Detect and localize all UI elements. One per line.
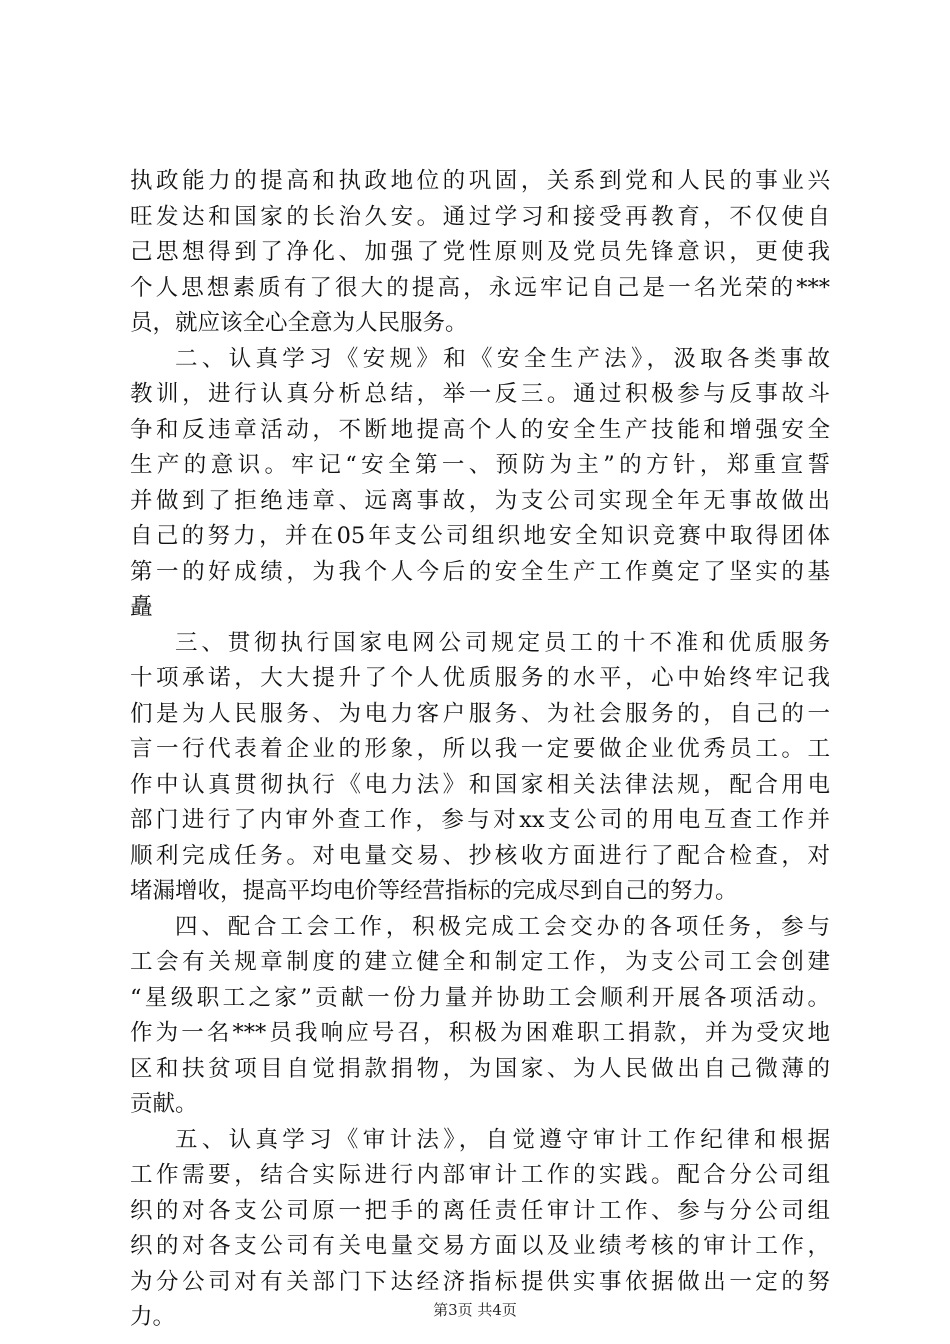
text-line: 贡献。 [130, 1091, 198, 1117]
text-line: 顺利完成任务。对电量交易、抄核收方面进行了配合检查，对 [130, 842, 830, 869]
text-line: 执政能力的提高和执政地位的巩固，关系到党和人民的事业兴 [130, 168, 830, 194]
paragraph-start-line: 三、贯彻执行国家电网公司规定员工的十不准和优质服务 [175, 629, 830, 656]
text-line: 部门进行了内审外查工作，参与对xx支公司的用电互查工作并 [130, 807, 830, 833]
text-line: “星级职工之家”贡献一份力量并协助工会顺利开展各项活动。 [130, 984, 830, 1011]
text-line: 第一的好成绩，为我个人今后的安全生产工作奠定了坚实的基 [130, 558, 830, 585]
text-line: 区和扶贫项目自觉捐款捐物，为国家、为人民做出自己微薄的 [130, 1055, 830, 1082]
text-line: 言一行代表着企业的形象，所以我一定要做企业优秀员工。工 [130, 736, 830, 762]
text-line: 己思想得到了净化、加强了党性原则及党员先锋意识，更使我 [130, 239, 830, 265]
text-line: 并做到了拒绝违章、远离事故，为支公司实现全年无事故做出 [130, 487, 830, 514]
paragraph-start-line: 五、认真学习《审计法》，自觉遵守审计工作纪律和根据 [175, 1126, 830, 1153]
text-line: 生产的意识。牢记“安全第一、预防为主”的方针，郑重宣誓 [130, 452, 830, 478]
text-line: 矗 [130, 594, 153, 620]
paragraph-start-line: 二、认真学习《安规》和《安全生产法》，汲取各类事故 [175, 345, 830, 372]
text-line: 织的对各支公司原一把手的离任责任审计工作、参与分公司组 [130, 1197, 830, 1224]
text-line: 们是为人民服务、为电力客户服务、为社会服务的，自己的一 [130, 700, 830, 727]
text-line: 教训，进行认真分析总结，举一反三。通过积极参与反事故斗 [130, 381, 830, 407]
text-line: 堵漏增收，提高平均电价等经营指标的完成尽到自己的努力。 [130, 878, 738, 904]
text-line: 自己的努力，并在05年支公司组织地安全知识竞赛中取得团体 [130, 523, 830, 549]
text-line: 工作需要，结合实际进行内部审计工作的实践。配合分公司组 [130, 1162, 830, 1188]
text-line: 旺发达和国家的长治久安。通过学习和接受再教育，不仅使自 [130, 203, 830, 230]
paragraph-start-line: 四、配合工会工作，积极完成工会交办的各项任务，参与 [175, 913, 830, 940]
text-line: 力。 [130, 1304, 176, 1330]
text-line: 织的对各支公司有关电量交易方面以及业绩考核的审计工作， [130, 1233, 830, 1259]
text-line: 十项承诺，大大提升了个人优质服务的水平，心中始终牢记我 [130, 665, 830, 691]
page-footer: 第3页 共4页 [433, 1301, 517, 1319]
text-line: 个人思想素质有了很大的提高，永远牢记自己是一名光荣的*** [130, 274, 830, 301]
text-line: 争和反违章活动，不断地提高个人的安全生产技能和增强安全 [130, 416, 830, 443]
text-line: 作中认真贯彻执行《电力法》和国家相关法律法规，配合用电 [130, 771, 830, 798]
text-line: 为分公司对有关部门下达经济指标提供实事依据做出一定的努 [130, 1268, 830, 1295]
text-line: 作为一名***员我响应号召，积极为困难职工捐款，并为受灾地 [130, 1020, 830, 1046]
text-line: 工会有关规章制度的建立健全和制定工作，为支公司工会创建 [130, 949, 830, 975]
document-body [130, 164, 830, 1336]
text-line: 员，就应该全心全意为人民服务。 [130, 310, 468, 336]
